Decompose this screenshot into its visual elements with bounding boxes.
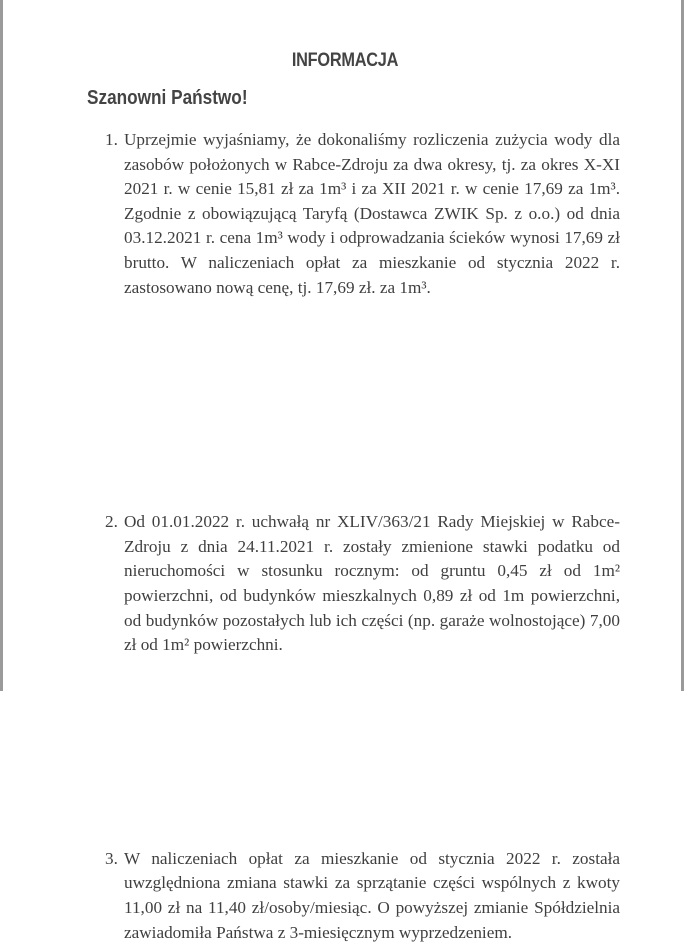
list-item-text: W naliczeniach opłat za mieszkanie od stycznia 2022 r. została uwzględniona zmiana stawki za sprzątanie części wspólnych z kwoty 11,00 zł na 11,40 zł/osoby/miesiąc. O powyższej zmianie Spółdzielnia zawiadomiła Państwa z 3-miesięcznym wyprzedzeniem.: [124, 848, 620, 942]
list-item: [107, 847, 620, 945]
document-title: INFORMACJA: [291, 50, 399, 71]
list-item-number: 3.: [105, 848, 118, 868]
greeting: Szanowni Państwo!: [87, 87, 248, 109]
list-item: [107, 128, 620, 300]
list-item-text: Od 01.01.2022 r. uchwałą nr XLIV/363/21 Rady Miejskiej w Rabce-Zdroju z dnia 24.11.2021 r. zostały zmienione stawki podatku od nieruchomości w stosunku rocznym: od gruntu 0,45 zł od 1m² powierzchni, od budynków mieszkalnych 0,89 zł od 1m powierzchni, od budynków pozostałych lub ich części (np. garaże wolnostojące) 7,00 zł od 1m² powierzchni.: [124, 512, 620, 655]
list-item-number: 2.: [105, 512, 118, 532]
list-item: [107, 510, 620, 658]
list-item-number: 1.: [105, 130, 118, 149]
list-item-text: Uprzejmie wyjaśniamy, że dokonaliśmy rozliczenia zużycia wody dla zasobów położonych w Rabce-Zdroju za dwa okresy, tj. za okres X-XI 2021 r. w cenie 15,81 zł za 1m³ i za XII 2021 r. w cenie 17,69 za 1m³. Zgodnie z obowiązującą Taryfą (Dostawca ZWIK Sp. z o.o.) od dnia 03.12.2021 r. cena 1m³ wody i odprowadzania ścieków wynosi 17,69 zł brutto. W naliczeniach opłat za mieszkanie od stycznia 2022 r. zastosowano nową cenę, tj. 17,69 zł. za 1m³.: [124, 130, 620, 297]
